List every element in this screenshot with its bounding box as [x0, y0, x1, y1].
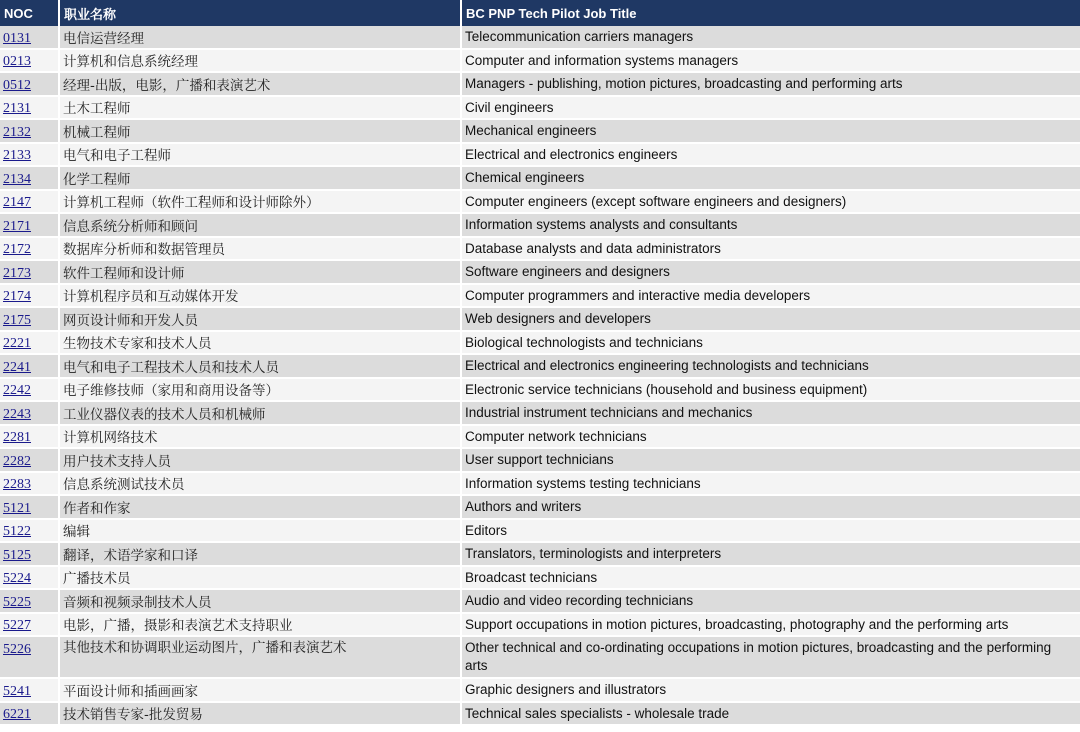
noc-cell	[0, 261, 60, 285]
table-row	[0, 637, 1080, 679]
chinese-title-cell: 电影，广播，摄影和表演艺术支持职业	[60, 614, 462, 638]
noc-code-link[interactable]: 2171	[3, 218, 31, 234]
chinese-title-cell: 工业仪器仪表的技术人员和机械师	[60, 402, 462, 426]
noc-code-link[interactable]: 2241	[3, 359, 31, 375]
english-title-cell: Electrical and electronics engineers	[462, 144, 1080, 168]
noc-cell	[0, 50, 60, 74]
header-chinese-title: 职业名称	[60, 0, 462, 26]
chinese-title-cell: 土木工程师	[60, 97, 462, 121]
english-title-cell: Technical sales specialists - wholesale trade	[462, 703, 1080, 727]
table-row	[0, 590, 1080, 614]
chinese-title-cell: 信息系统测试技术员	[60, 473, 462, 497]
noc-code-link[interactable]: 0131	[3, 30, 31, 46]
table-row	[0, 144, 1080, 168]
noc-code-link[interactable]: 2147	[3, 195, 31, 211]
english-title-cell: Computer network technicians	[462, 426, 1080, 450]
chinese-title-cell: 平面设计师和插画画家	[60, 679, 462, 703]
noc-code-link[interactable]: 5122	[3, 524, 31, 540]
table-row	[0, 120, 1080, 144]
table-row	[0, 473, 1080, 497]
header-noc: NOC	[0, 0, 60, 26]
table-row	[0, 449, 1080, 473]
english-title-cell: Biological technologists and technicians	[462, 332, 1080, 356]
noc-code-link[interactable]: 2131	[3, 101, 31, 117]
chinese-title-cell: 信息系统分析师和顾问	[60, 214, 462, 238]
english-title-cell: Computer engineers (except software engineers and designers)	[462, 191, 1080, 215]
noc-cell	[0, 332, 60, 356]
table-header-row	[0, 0, 1080, 26]
noc-cell	[0, 426, 60, 450]
table-row	[0, 543, 1080, 567]
english-title-cell: Information systems testing technicians	[462, 473, 1080, 497]
chinese-title-cell: 计算机程序员和互动媒体开发	[60, 285, 462, 309]
table-row	[0, 214, 1080, 238]
noc-cell	[0, 679, 60, 703]
english-title-cell: Support occupations in motion pictures, broadcasting, photography and the performing arts	[462, 614, 1080, 638]
noc-code-link[interactable]: 2242	[3, 383, 31, 399]
noc-cell	[0, 191, 60, 215]
table-row	[0, 402, 1080, 426]
english-title-cell: Electronic service technicians (household and business equipment)	[462, 379, 1080, 403]
table-row	[0, 167, 1080, 191]
noc-code-link[interactable]: 5225	[3, 594, 31, 610]
english-title-cell: Database analysts and data administrators	[462, 238, 1080, 262]
noc-cell	[0, 496, 60, 520]
noc-cell	[0, 590, 60, 614]
english-title-cell: Other technical and co-ordinating occupations in motion pictures, broadcasting and the performing arts	[462, 637, 1080, 679]
table-row	[0, 614, 1080, 638]
noc-code-link[interactable]: 5224	[3, 571, 31, 587]
table-row	[0, 520, 1080, 544]
noc-cell	[0, 285, 60, 309]
noc-cell	[0, 355, 60, 379]
chinese-title-cell: 音频和视频录制技术人员	[60, 590, 462, 614]
english-title-cell: Information systems analysts and consultants	[462, 214, 1080, 238]
english-title-cell: Civil engineers	[462, 97, 1080, 121]
chinese-title-cell: 计算机和信息系统经理	[60, 50, 462, 74]
noc-cell	[0, 637, 60, 679]
table-row	[0, 50, 1080, 74]
table-row	[0, 238, 1080, 262]
noc-cell	[0, 238, 60, 262]
english-title-cell: Chemical engineers	[462, 167, 1080, 191]
noc-cell	[0, 614, 60, 638]
english-title-cell: Telecommunication carriers managers	[462, 26, 1080, 50]
noc-cell	[0, 97, 60, 121]
noc-cell	[0, 402, 60, 426]
english-title-cell: Computer and information systems managers	[462, 50, 1080, 74]
noc-code-link[interactable]: 2174	[3, 289, 31, 305]
noc-cell	[0, 120, 60, 144]
noc-code-link[interactable]: 2221	[3, 336, 31, 352]
chinese-title-cell: 广播技术员	[60, 567, 462, 591]
table-row	[0, 567, 1080, 591]
noc-cell	[0, 703, 60, 727]
noc-cell	[0, 473, 60, 497]
table-row	[0, 97, 1080, 121]
noc-code-link[interactable]: 2133	[3, 148, 31, 164]
noc-cell	[0, 144, 60, 168]
table-row	[0, 426, 1080, 450]
chinese-title-cell: 计算机网络技术	[60, 426, 462, 450]
table-row	[0, 308, 1080, 332]
noc-code-link[interactable]: 0512	[3, 77, 31, 93]
table-row	[0, 73, 1080, 97]
noc-cell	[0, 214, 60, 238]
noc-cell	[0, 167, 60, 191]
noc-code-link[interactable]: 0213	[3, 54, 31, 70]
chinese-title-cell: 数据库分析师和数据管理员	[60, 238, 462, 262]
english-title-cell: User support technicians	[462, 449, 1080, 473]
chinese-title-cell: 生物技术专家和技术人员	[60, 332, 462, 356]
chinese-title-cell: 网页设计师和开发人员	[60, 308, 462, 332]
english-title-cell: Mechanical engineers	[462, 120, 1080, 144]
english-title-cell: Industrial instrument technicians and mechanics	[462, 402, 1080, 426]
english-title-cell: Software engineers and designers	[462, 261, 1080, 285]
table-row	[0, 285, 1080, 309]
noc-cell	[0, 308, 60, 332]
noc-code-link[interactable]: 2172	[3, 242, 31, 258]
noc-cell	[0, 567, 60, 591]
chinese-title-cell: 计算机工程师（软件工程师和设计师除外）	[60, 191, 462, 215]
noc-cell	[0, 449, 60, 473]
table-row	[0, 355, 1080, 379]
noc-cell	[0, 26, 60, 50]
english-title-cell: Managers - publishing, motion pictures, broadcasting and performing arts	[462, 73, 1080, 97]
table-row	[0, 332, 1080, 356]
english-title-cell: Broadcast technicians	[462, 567, 1080, 591]
chinese-title-cell: 机械工程师	[60, 120, 462, 144]
noc-code-link[interactable]: 2281	[3, 430, 31, 446]
noc-cell	[0, 543, 60, 567]
english-title-cell: Graphic designers and illustrators	[462, 679, 1080, 703]
noc-cell	[0, 520, 60, 544]
chinese-title-cell: 用户技术支持人员	[60, 449, 462, 473]
chinese-title-cell: 作者和作家	[60, 496, 462, 520]
noc-code-link[interactable]: 5241	[3, 683, 31, 699]
english-title-cell: Editors	[462, 520, 1080, 544]
chinese-title-cell: 技术销售专家-批发贸易	[60, 703, 462, 727]
noc-code-link[interactable]: 2243	[3, 406, 31, 422]
table-row	[0, 379, 1080, 403]
english-title-cell: Authors and writers	[462, 496, 1080, 520]
table-row	[0, 261, 1080, 285]
table-row	[0, 26, 1080, 50]
noc-code-link[interactable]: 2134	[3, 171, 31, 187]
noc-code-link[interactable]: 2173	[3, 265, 31, 281]
noc-code-link[interactable]: 5125	[3, 547, 31, 563]
noc-code-link[interactable]: 2283	[3, 477, 31, 493]
chinese-title-cell: 翻译，术语学家和口译	[60, 543, 462, 567]
noc-code-link[interactable]: 5226	[3, 642, 31, 657]
chinese-title-cell: 电气和电子工程技术人员和技术人员	[60, 355, 462, 379]
table-body	[0, 26, 1080, 726]
noc-cell	[0, 379, 60, 403]
noc-code-link[interactable]: 5121	[3, 500, 31, 516]
chinese-title-cell: 其他技术和协调职业运动图片，广播和表演艺术	[60, 637, 462, 679]
table-row	[0, 191, 1080, 215]
chinese-title-cell: 编辑	[60, 520, 462, 544]
noc-cell	[0, 73, 60, 97]
table-row	[0, 679, 1080, 703]
noc-code-link[interactable]: 2132	[3, 124, 31, 140]
noc-code-link[interactable]: 2175	[3, 312, 31, 328]
header-english-title: BC PNP Tech Pilot Job Title	[462, 0, 1080, 26]
chinese-title-cell: 经理-出版，电影，广播和表演艺术	[60, 73, 462, 97]
chinese-title-cell: 电信运营经理	[60, 26, 462, 50]
chinese-title-cell: 电子维修技师（家用和商用设备等）	[60, 379, 462, 403]
noc-code-link[interactable]: 2282	[3, 453, 31, 469]
chinese-title-cell: 软件工程师和设计师	[60, 261, 462, 285]
chinese-title-cell: 电气和电子工程师	[60, 144, 462, 168]
chinese-title-cell: 化学工程师	[60, 167, 462, 191]
english-title-cell: Computer programmers and interactive media developers	[462, 285, 1080, 309]
noc-code-link[interactable]: 6221	[3, 707, 31, 723]
table-row	[0, 703, 1080, 727]
english-title-cell: Web designers and developers	[462, 308, 1080, 332]
english-title-cell: Electrical and electronics engineering technologists and technicians	[462, 355, 1080, 379]
english-title-cell: Audio and video recording technicians	[462, 590, 1080, 614]
noc-code-link[interactable]: 5227	[3, 618, 31, 634]
english-title-cell: Translators, terminologists and interpreters	[462, 543, 1080, 567]
table-row	[0, 496, 1080, 520]
